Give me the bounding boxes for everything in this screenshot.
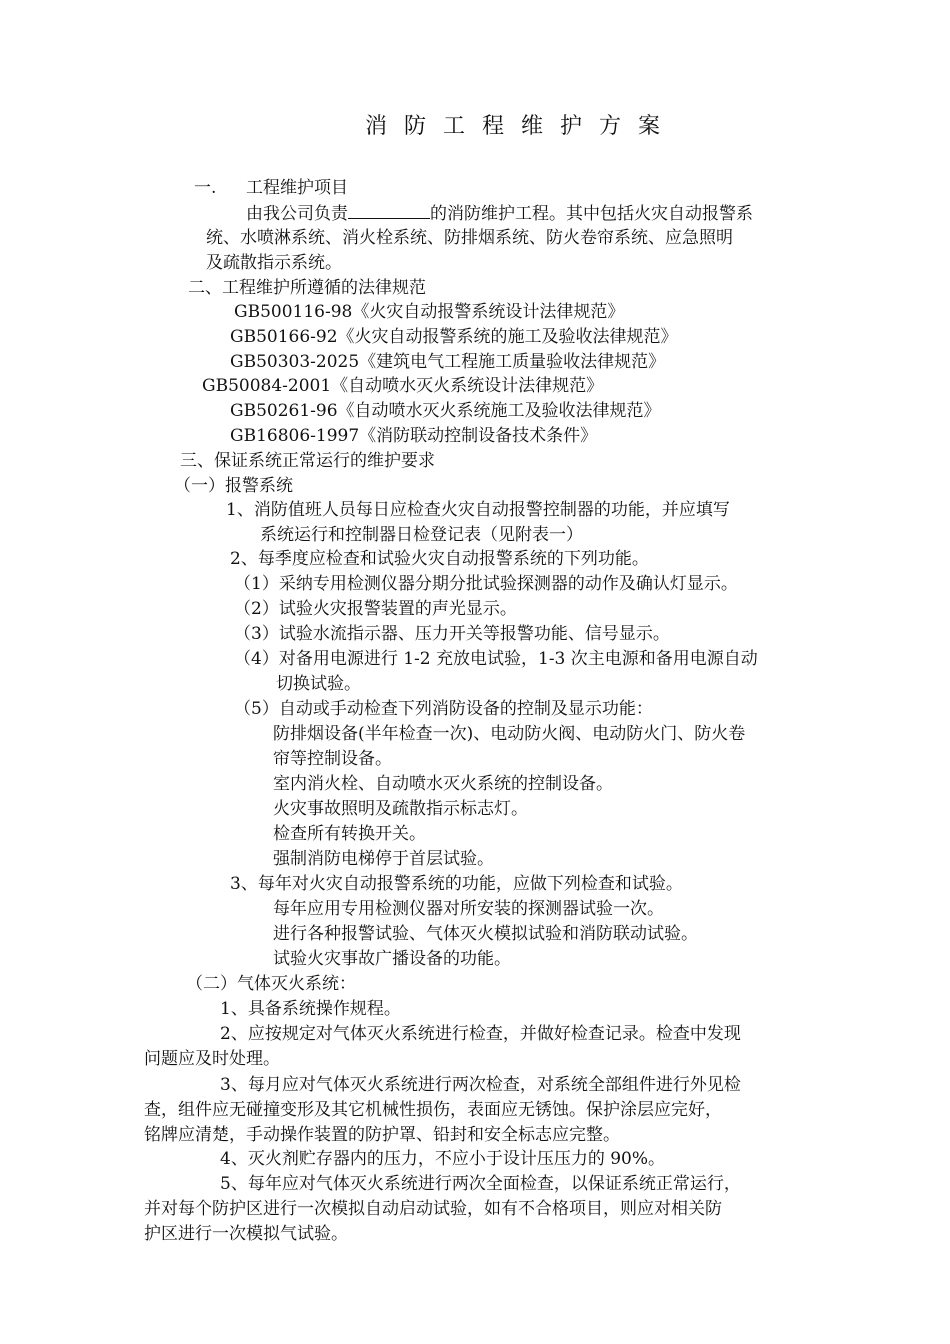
item-line: （2）试验火灾报警装置的声光显示。	[234, 599, 517, 619]
standard-item: GB500116-98《火灾自动报警系统设计法律规范》	[234, 302, 625, 322]
page-title: 消 防 工 程 维 护 方 案	[365, 114, 665, 139]
item-line: （3）试验水流指示器、压力开关等报警功能、信号显示。	[234, 624, 670, 644]
item-line: 2、每季度应检查和试验火灾自动报警系统的下列功能。	[230, 549, 649, 569]
section-1-title: 工程维护项目	[246, 178, 348, 198]
item-line: 铭牌应清楚，手动操作装置的防护罩、铅封和安全标志应完整。	[144, 1125, 620, 1145]
item-line: 1、具备系统操作规程。	[220, 999, 401, 1019]
section-3-heading: 三、保证系统正常运行的维护要求	[180, 451, 435, 471]
item-line: 3、每年对火灾自动报警系统的功能，应做下列检查和试验。	[230, 874, 683, 894]
item-line: 每年应用专用检测仪器对所安装的探测器试验一次。	[273, 899, 664, 919]
item-line: 4、灭火剂贮存器内的压力，不应小于设计压压力的 90%。	[220, 1149, 666, 1169]
section-1-paragraph-line-1	[246, 202, 753, 225]
item-line: 防排烟设备(半年检查一次)、电动防火阀、电动防火门、防火卷	[273, 724, 746, 744]
standard-item: GB50166-92《火灾自动报警系统的施工及验收法律规范》	[230, 327, 678, 347]
item-line: 3、每月应对气体灭火系统进行两次检查，对系统全部组件进行外见检	[220, 1075, 741, 1095]
standard-item: GB50261-96《自动喷水灭火系统施工及验收法律规范》	[230, 401, 661, 421]
item-line: 进行各种报警试验、气体灭火模拟试验和消防联动试验。	[273, 924, 698, 944]
item-line: 系统运行和控制器日检登记表（见附表一）	[260, 525, 583, 545]
item-line: 5、每年应对气体灭火系统进行两次全面检查，以保证系统正常运行，	[220, 1174, 741, 1194]
blank-underline	[348, 202, 430, 219]
item-line: 试验火灾事故广播设备的功能。	[273, 949, 511, 969]
item-line: 护区进行一次模拟气试验。	[144, 1224, 348, 1244]
item-line: 查，组件应无碰撞变形及其它机械性损伤，表面应无锈蚀。保护涂层应完好，	[144, 1100, 722, 1120]
item-line: 2、应按规定对气体灭火系统进行检查，并做好检查记录。检查中发现	[220, 1024, 741, 1044]
item-line: （4）对备用电源进行 1-2 充放电试验，1-3 次主电源和备用电源自动	[234, 649, 758, 669]
item-line: 并对每个防护区进行一次模拟自动启动试验，如有不合格项目，则应对相关防	[144, 1199, 722, 1219]
item-line: 切换试验。	[276, 674, 361, 694]
paragraph-text: 的消防维护工程。其中包括火灾自动报警系	[430, 204, 753, 224]
item-line: 1、消防值班人员每日应检查火灾自动报警控制器的功能，并应填写	[226, 500, 730, 520]
item-line: 问题应及时处理。	[144, 1049, 280, 1069]
paragraph-text: 由我公司负责	[246, 204, 348, 224]
section-1-number: 一.	[194, 178, 217, 198]
item-line: 帘等控制设备。	[273, 749, 392, 769]
section-1-paragraph-line-3: 及疏散指示系统。	[206, 253, 342, 273]
item-line: 火灾事故照明及疏散指示标志灯。	[273, 799, 528, 819]
item-line: 室内消火栓、自动喷水灭火系统的控制设备。	[273, 774, 613, 794]
section-1-heading	[194, 177, 348, 199]
item-line: （5）自动或手动检查下列消防设备的控制及显示功能：	[234, 699, 653, 719]
standard-item: GB16806-1997《消防联动控制设备技术条件》	[230, 426, 598, 446]
item-line: （1）采纳专用检测仪器分期分批试验探测器的动作及确认灯显示。	[234, 574, 738, 594]
standard-item: GB50303-2025《建筑电气工程施工质量验收法律规范》	[230, 352, 666, 372]
section-1-paragraph-line-2: 统、水喷淋系统、消火栓系统、防排烟系统、防火卷帘系统、应急照明	[206, 228, 733, 248]
section-2-heading: 二、工程维护所遵循的法律规范	[188, 278, 426, 298]
standard-item: GB50084-2001《自动喷水灭火系统设计法律规范》	[202, 376, 604, 396]
subsection-a-heading: （一）报警系统	[174, 476, 293, 496]
subsection-b-heading: （二）气体灭火系统：	[186, 974, 356, 994]
item-line: 检查所有转换开关。	[273, 824, 426, 844]
item-line: 强制消防电梯停于首层试验。	[273, 849, 494, 869]
